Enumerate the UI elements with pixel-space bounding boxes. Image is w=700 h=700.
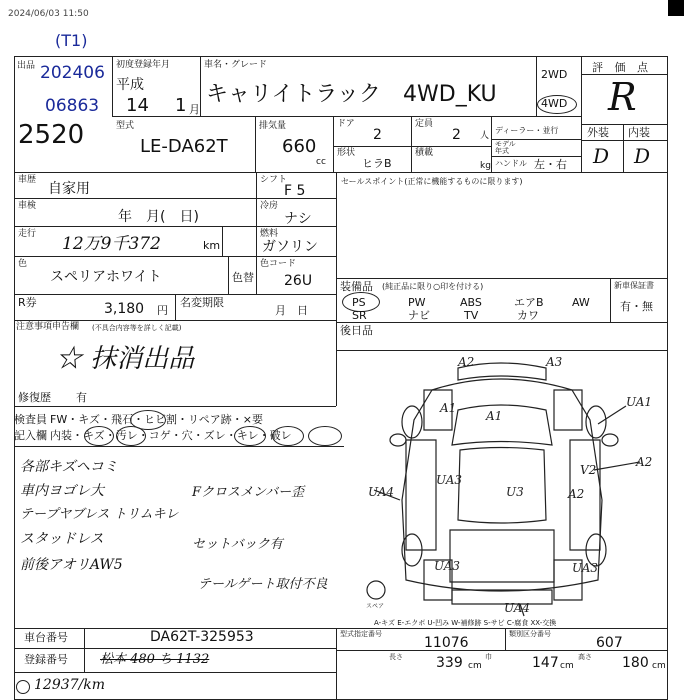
doors: 2 bbox=[373, 127, 382, 143]
mark-13: UA3 bbox=[572, 561, 599, 575]
equip-navi: ナビ bbox=[408, 309, 430, 322]
inspect-row1: FW・キズ・飛石・ヒビ割・リペア跡・×要 bbox=[50, 413, 263, 426]
mileage-label: 走行 bbox=[18, 229, 37, 239]
car-name-label: 車名・グレード bbox=[204, 60, 268, 70]
first-reg-label: 初度登録年月 bbox=[116, 60, 171, 70]
displacement-label: 排気量 bbox=[259, 121, 287, 131]
mark-12: UA3 bbox=[434, 559, 461, 573]
car-name: キャリイトラック bbox=[206, 82, 381, 107]
door-label: ドア bbox=[337, 119, 355, 129]
hyoka-label: 評 価 点 bbox=[592, 61, 652, 74]
height-label: 高さ bbox=[578, 653, 592, 661]
back-label: 後日品 bbox=[340, 324, 373, 337]
odometer-mark bbox=[16, 680, 30, 694]
shift-label: シフト bbox=[260, 175, 288, 185]
load-label: 積載 bbox=[415, 148, 434, 158]
diagram-legend: A-キズ E-エクボ U-凹み W-補修跡 S-サビ C-腐食 XX-交換 bbox=[374, 619, 557, 627]
length: 339 bbox=[436, 655, 463, 671]
r-ken-label: R券 bbox=[18, 296, 37, 309]
shaken-value: 年 月( 日) bbox=[118, 209, 199, 225]
shareki: 自家用 bbox=[48, 181, 90, 197]
mark-10: A2 bbox=[568, 487, 585, 501]
equip-ps: PS bbox=[352, 296, 366, 309]
note-3: テープヤブレス トリムキレ bbox=[20, 507, 179, 522]
color-code-label: 色コード bbox=[260, 259, 297, 269]
width-label: 巾 bbox=[485, 653, 492, 661]
mark-11: UA4 bbox=[368, 485, 395, 499]
score: R bbox=[608, 75, 637, 119]
shape: ヒラB bbox=[362, 157, 392, 170]
mark-circle bbox=[308, 426, 342, 446]
fuel: ガソリン bbox=[262, 239, 318, 255]
chassis: DA62T-325953 bbox=[150, 629, 254, 645]
note-2: 車内ヨゴレ大 bbox=[20, 483, 104, 499]
fuel-label: 燃料 bbox=[260, 229, 279, 239]
reg-label: 登録番号 bbox=[24, 653, 68, 666]
capacity-unit: 人 bbox=[480, 131, 490, 141]
model-label: 型式 bbox=[116, 121, 135, 131]
chassis-label: 車台番号 bbox=[24, 631, 68, 644]
timestamp: 2024/06/03 11:50 bbox=[8, 9, 89, 19]
mark-4: A1 bbox=[486, 409, 503, 423]
lot-number: 06863 bbox=[45, 96, 100, 116]
type-value: 11076 bbox=[424, 635, 469, 651]
color: スペリアホワイト bbox=[50, 269, 162, 285]
month-unit: 月 bbox=[189, 103, 200, 116]
int-label: 内装 bbox=[628, 126, 650, 139]
mark-8: UA3 bbox=[436, 473, 463, 487]
ext-grade: D bbox=[593, 144, 610, 168]
equip-sr: SR bbox=[352, 309, 367, 322]
class-label: 類別区分番号 bbox=[509, 630, 551, 638]
meigi-label: 名変期限 bbox=[180, 296, 224, 309]
first-reg-month: 1 bbox=[175, 95, 187, 116]
shift: F 5 bbox=[284, 183, 306, 199]
kg-unit: kg bbox=[480, 161, 491, 171]
handle: 左・右 bbox=[534, 158, 567, 171]
inspect-row2: 内装・キズ・汚レ・コゲ・穴・ズレ・キレ・破レ bbox=[50, 429, 292, 442]
capacity: 2 bbox=[452, 127, 461, 143]
mark-14: UA4 bbox=[504, 601, 531, 615]
notes-label: 注意事項申告欄 bbox=[16, 322, 80, 332]
odometer-note: 12937/km bbox=[34, 677, 106, 693]
era: 平成 bbox=[116, 77, 144, 93]
r-ken-unit: 円 bbox=[157, 304, 168, 317]
mark-3: A1 bbox=[440, 401, 457, 415]
mark-5: UA1 bbox=[626, 395, 653, 409]
equip-aw: AW bbox=[572, 296, 590, 309]
mark-1: A2 bbox=[458, 355, 475, 369]
lot-prefix: (T1) bbox=[55, 31, 88, 50]
width: 147 bbox=[532, 655, 559, 671]
warranty-label: 新車保証書 bbox=[614, 281, 654, 290]
shupin-label: 出品 bbox=[17, 61, 36, 71]
model-year-label: モデル年式 bbox=[495, 140, 516, 155]
car-damage-diagram bbox=[340, 350, 668, 622]
mark-circle bbox=[234, 426, 266, 446]
mark-circle bbox=[116, 426, 146, 446]
color-label: 色 bbox=[18, 259, 28, 269]
sales-point: セールスポイント(正常に機能するものに限ります) bbox=[341, 177, 523, 186]
type-label: 型式指定番号 bbox=[340, 630, 382, 638]
length-unit: cm bbox=[468, 661, 482, 671]
color-code: 26U bbox=[284, 273, 313, 289]
cc-unit: cc bbox=[316, 157, 326, 167]
note-7: セットバック有 bbox=[192, 537, 283, 552]
grade: 4WD_KU bbox=[403, 82, 497, 107]
aircon-label: 冷房 bbox=[260, 201, 279, 211]
shape-label: 形状 bbox=[337, 148, 356, 158]
aircon: ナシ bbox=[284, 211, 312, 227]
shareki-label: 車歴 bbox=[18, 175, 37, 185]
mark-9: U3 bbox=[506, 485, 524, 499]
height: 180 bbox=[622, 655, 649, 671]
equip-note: (純正品に限り○印を付ける) bbox=[382, 282, 484, 291]
dealer-label: ディーラー・並行 bbox=[495, 126, 559, 135]
color-no-label: 色替 bbox=[232, 271, 254, 284]
handle-label: ハンドル bbox=[495, 159, 527, 168]
length-label: 長さ bbox=[389, 653, 403, 661]
class-value: 607 bbox=[596, 635, 623, 651]
drive-2wd: 2WD bbox=[541, 68, 568, 81]
mark-circle bbox=[84, 426, 114, 446]
spare-label: スペア bbox=[366, 603, 385, 610]
drive-4wd: 4WD bbox=[541, 97, 568, 110]
mark-2: A3 bbox=[546, 355, 563, 369]
equip-leather: カワ bbox=[517, 309, 539, 322]
r-ken: 3,180 bbox=[104, 301, 145, 317]
mark-7: V2 bbox=[580, 463, 597, 477]
inspector-label: 検査員 bbox=[14, 413, 47, 426]
mark-6: A2 bbox=[636, 455, 653, 469]
first-reg-year: 14 bbox=[126, 95, 149, 116]
equip-abs: ABS bbox=[460, 296, 482, 309]
note-8: テールゲート取付不良 bbox=[198, 577, 328, 592]
notes-sub: (不具合内容等を詳しく記載) bbox=[92, 324, 182, 332]
lot-year: 202406 bbox=[40, 63, 105, 83]
displacement: 660 bbox=[282, 136, 317, 157]
int-grade: D bbox=[634, 144, 651, 168]
ext-label: 外装 bbox=[587, 126, 609, 139]
mark-circle bbox=[272, 426, 304, 446]
note-4: スタッドレス bbox=[20, 531, 104, 547]
reg-value: 松本 480 ち 1132 bbox=[100, 652, 210, 667]
shufuku-label: 修復歴 bbox=[18, 391, 51, 404]
equip-pw: PW bbox=[408, 296, 426, 309]
width-unit: cm bbox=[560, 661, 574, 671]
height-unit: cm bbox=[652, 661, 666, 671]
corner-mark bbox=[668, 0, 684, 16]
meigi-value: 月 日 bbox=[275, 304, 308, 317]
model: LE-DA62T bbox=[140, 136, 228, 157]
mileage: 12万9千372 bbox=[62, 234, 161, 254]
note-6: Fクロスメンバー歪 bbox=[192, 485, 305, 500]
entry-label: 記入欄 bbox=[14, 429, 47, 442]
notes-hand: ☆ 抹消出品 bbox=[56, 344, 195, 374]
equip-label: 装備品 bbox=[340, 280, 373, 293]
note-5: 前後アオリAW5 bbox=[20, 557, 123, 573]
shufuku-value: 有 bbox=[76, 391, 87, 404]
shaken-label: 車検 bbox=[18, 201, 37, 211]
lot-no: 2520 bbox=[18, 120, 85, 150]
capacity-label: 定員 bbox=[415, 119, 434, 129]
equip-airbag: エアB bbox=[514, 296, 544, 309]
warranty: 有・無 bbox=[620, 300, 653, 313]
equip-tv: TV bbox=[464, 309, 479, 322]
note-1: 各部キズヘコミ bbox=[20, 459, 118, 475]
km-unit: km bbox=[203, 239, 221, 252]
